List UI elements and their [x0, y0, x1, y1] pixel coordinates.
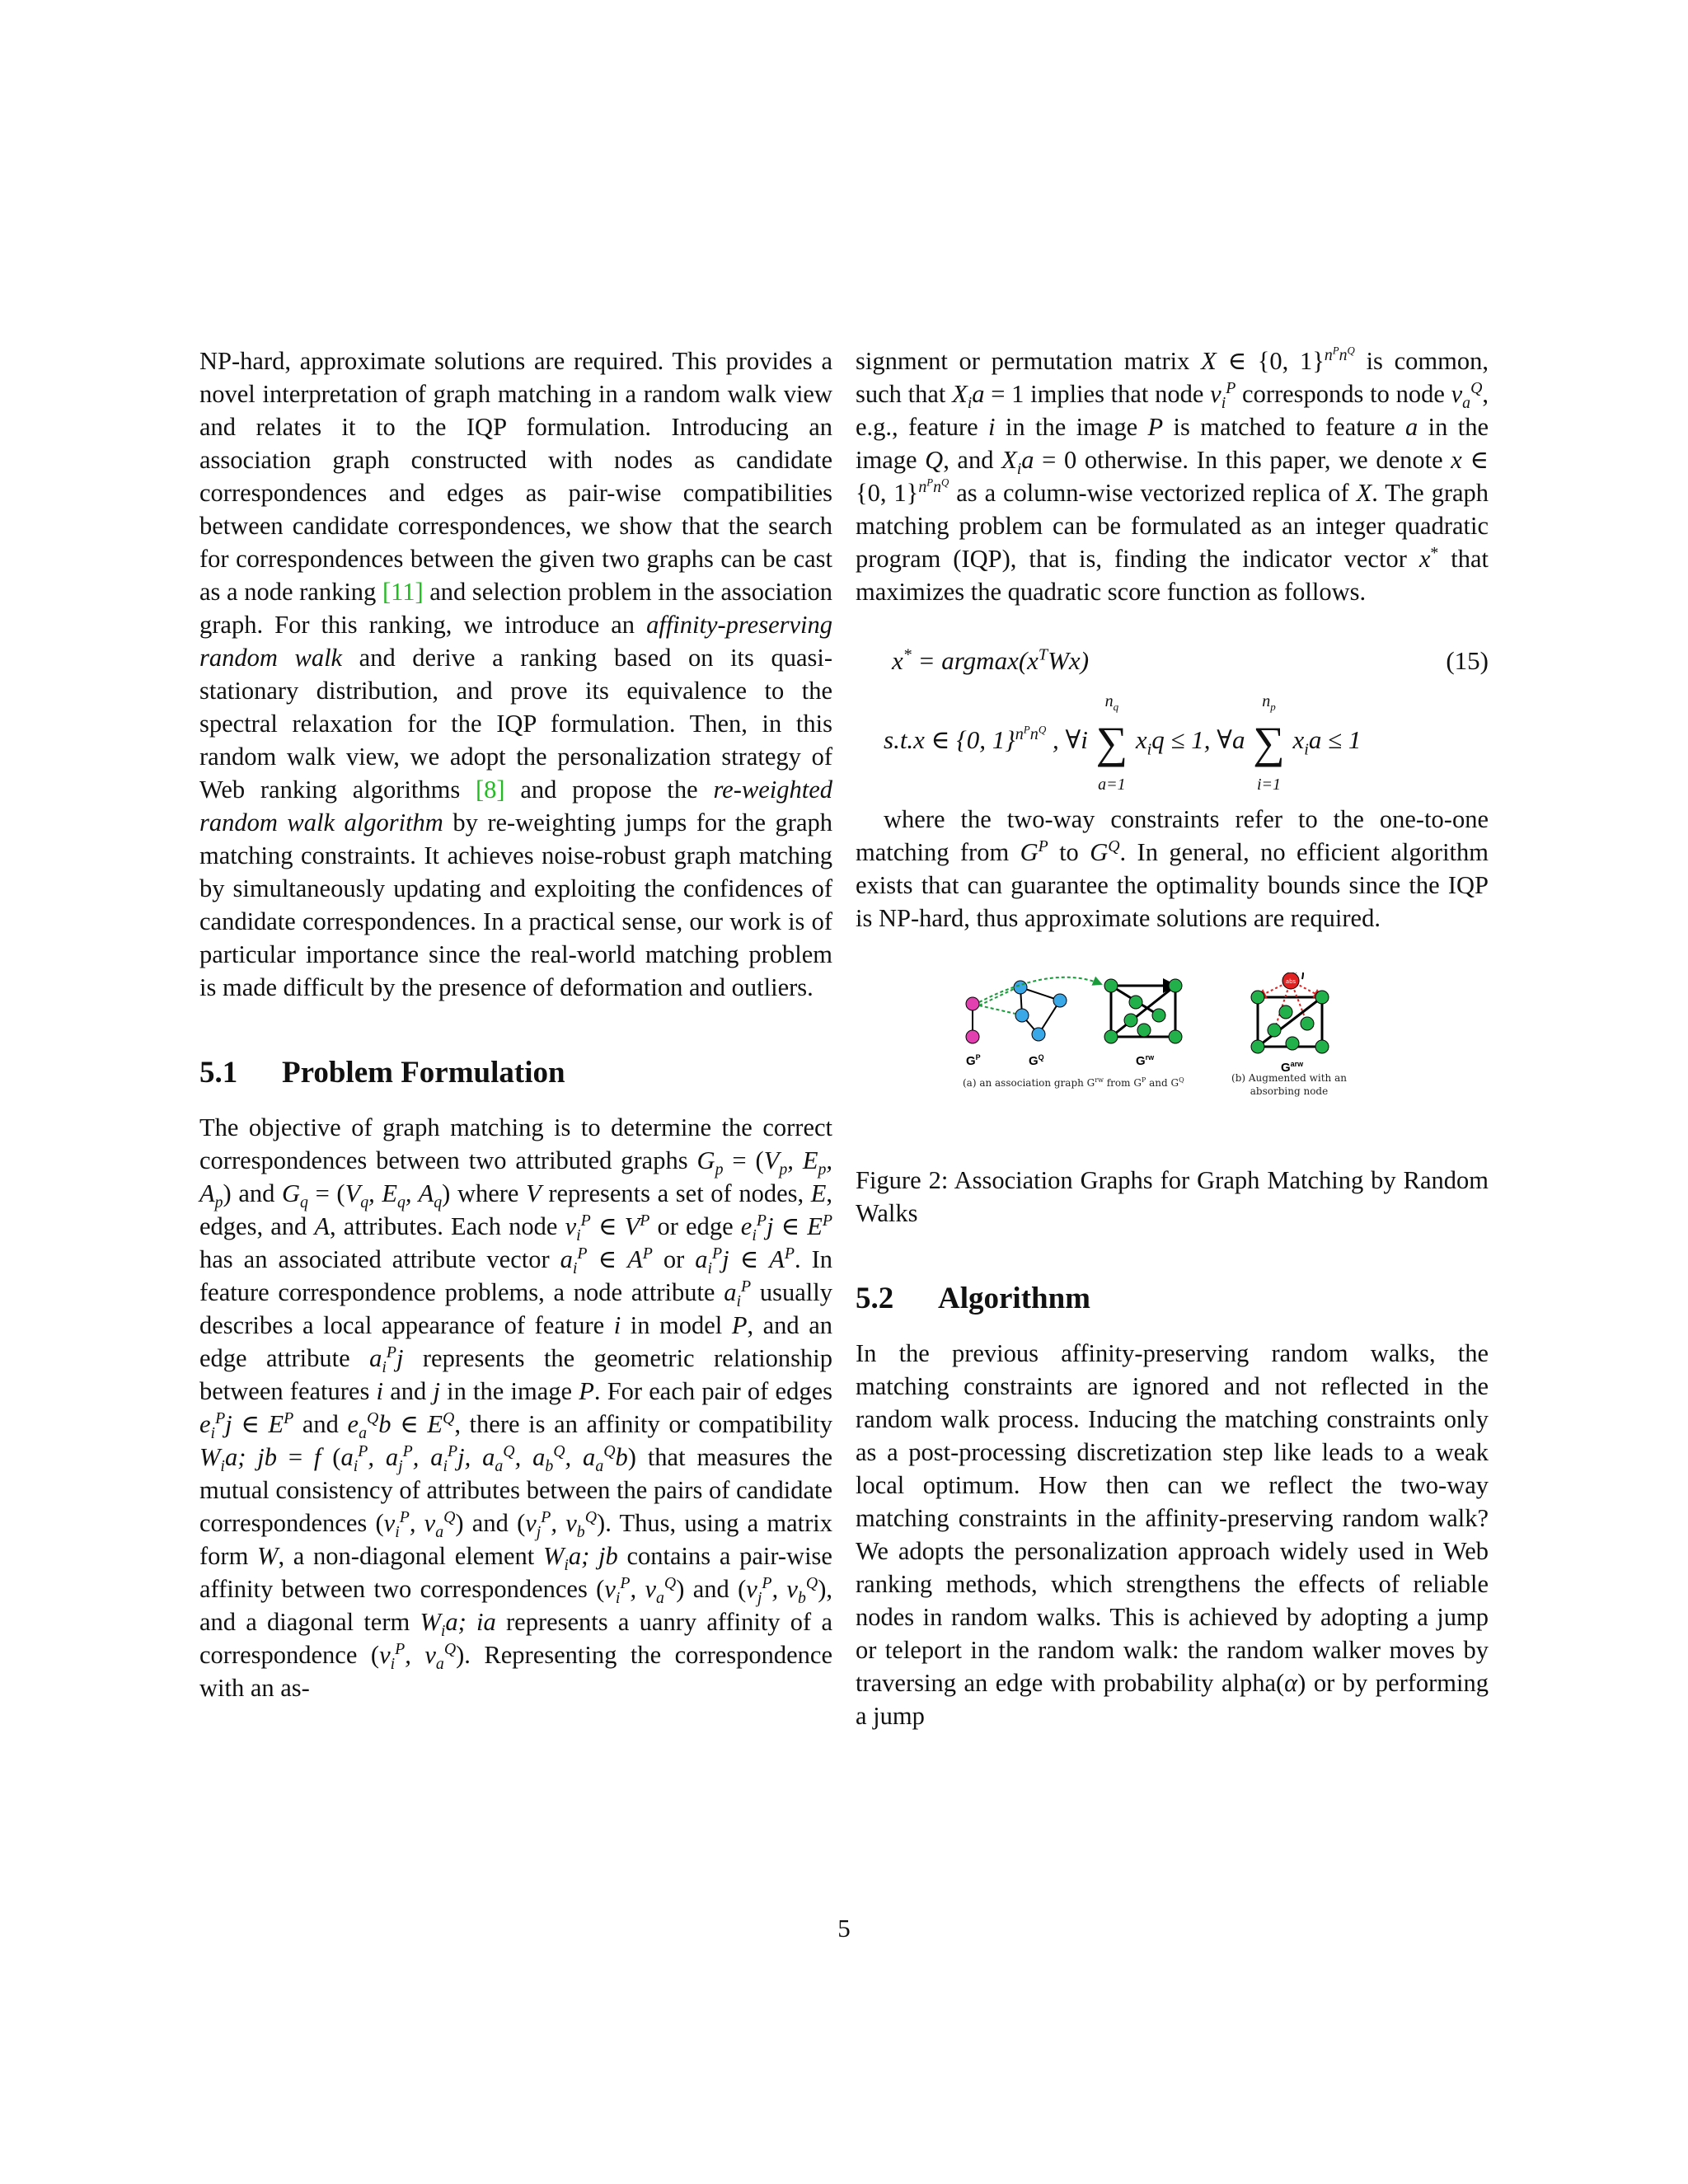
right-column	[856, 344, 1489, 1732]
assignment-paragraph: signment or permutation matrix X ∈ {0, 1}$^{n^Pn^Q}$ is common, such that $X_ia = 1$ implies that node $v_i^P$ corresponds to node $v_a^Q$, e.g., feature i in the image P is matched to feature a in the image Q, and $X_ia = 0$ otherwise. In this paper, we denote x ∈ {0, 1}$^{n^Pn^Q}$ as a column-wise vectorized replica of X. The graph matching problem can be formulated as an integer quadratic program (IQP), that is, finding the indicator vector x* that maximizes the quadratic score function as follows.	[856, 344, 1489, 606]
label-garw: $G^{arw}$	[1281, 1060, 1304, 1075]
graph-grw	[1104, 979, 1182, 1043]
constraints-paragraph: where the two-way constraints refer to the one-to-one matching from $G^P$ to $G^Q$. In general, no efficient algorithm exists that can guarantee the optimality bounds since the IQP is NP-hard, thus approximate solutions are required.	[856, 805, 1489, 932]
subcaption-a: (a) an association graph $G^{rw}$ from $G^P$ and $G^Q$	[963, 1076, 1184, 1089]
figure-caption: Figure 2: Association Graphs for Graph Matching by Random Walks	[856, 1166, 1489, 1227]
intro-paragraph: NP-hard, approximate solutions are required. This provides a novel interpretation of graph matching in a random walk view and relates it to the IQP formulation. Introducing an association graph constructed with nodes as candidate correspondences and edges as pair-wise compatibilities between candidate correspondences, we show that the search for correspondences between the given two graphs can be cast as a node ranking [11] and selection problem in the association graph. For this ranking, we introduce an affinity-preserving random walk and derive a ranking based on its quasi-stationary distribution, and prove its equivalence to the spectral relaxation for the IQP formulation. Then, in this random walk view, we adopt the personalization strategy of Web ranking algorithms [8] and propose the re-weighted random walk algorithm by re-weighting jumps for the graph matching constraints. It achieves noise-robust graph matching by simultaneously updating and exploiting the confidences of candidate correspondences. In a practical sense, our work is of particular importance since the real-world matching problem is made difficult by the presence of deformation and outliers.	[199, 347, 833, 1001]
equation-objective: $x^* = argmax(x^TWx)$	[892, 645, 1090, 675]
equation-number: (15)	[1446, 646, 1489, 675]
section-heading-5-1: 5.1 Problem Formulation	[199, 1056, 565, 1090]
figure-2	[856, 972, 1489, 1121]
graph-gp	[966, 997, 979, 1043]
subcaption-b-line2: absorbing node	[1250, 1085, 1329, 1097]
subcaption-b-line1: (b) Augmented with an	[1231, 1072, 1347, 1084]
label-gq: $G^Q$	[1029, 1053, 1044, 1068]
left-column	[199, 344, 832, 1704]
label-grw: $G^{rw}$	[1136, 1053, 1155, 1068]
section-heading-5-2: 5.2 Algorithnm	[856, 1282, 1090, 1315]
association-graph-figure	[963, 972, 1391, 1121]
graph-gq	[1014, 981, 1067, 1041]
label-gp: $G^P$	[966, 1053, 981, 1068]
graph-garw	[1251, 972, 1329, 1053]
citation-8[interactable]: [8]	[476, 776, 505, 804]
citation-11[interactable]: [11]	[382, 578, 424, 606]
equation-constraints: s.t.x ∈ {0, 1}$^{n^Pn^Q}$ , ∀i $n_q$ ∑ a=1 $x_iq \le 1$, ∀a $n_p$ ∑ i=1 $x_ia \le 1$	[884, 692, 1362, 794]
page-number: 5	[837, 1914, 851, 1943]
absorbing-node-label: abs	[1285, 978, 1296, 985]
equation-15	[856, 646, 1489, 803]
algorithm-paragraph: In the previous affinity-preserving random walks, the matching constraints are ignored and not reflected in the random walk process. Inducing the matching constraints only as a post-processing discretization step like leads to a weak local optimum. How then can we reflect the two-way matching constraints in the affinity-preserving random walk? We adopts the personalization approach widely used in Web ranking methods, which strengthens the effects of reliable nodes in random walks. This is achieved by adopting a jump or teleport in the random walk: the random walker moves by traversing an edge with probability alpha(α) or by performing a jump	[856, 1339, 1489, 1730]
formulation-paragraph: The objective of graph matching is to determine the correct correspondences between two attributed graphs $G_p = (V_p$, $E_p$, $A_p$) and $G_q = (V_q$, $E_q$, $A_q$) where V represents a set of nodes, E, edges, and A, attributes. Each node $v_i^P$ ∈ $V^P$ or edge $e_i^Pj$ ∈ $E^P$ has an associated attribute vector $a_i^P$ ∈ $A^P$ or $a_i^Pj$ ∈ $A^P$. In feature correspondence problems, a node attribute $a_i^P$ usually describes a local appearance of feature i in model P, and an edge attribute $a_i^Pj$ represents the geometric relationship between features i and j in the image P. For each pair of edges $e_i^Pj$ ∈ $E^P$ and $e_a^Qb$ ∈ $E^Q$, there is an affinity or compatibility $W_ia$; jb = f ($a_i^P$, $a_j^P$, $a_i^Pj$, $a_a^Q$, $a_b^Q$, $a_a^Qb$) that measures the mutual consistency of attributes between the pairs of candidate correspondences ($v_i^P$, $v_a^Q$) and ($v_j^P$, $v_b^Q$). Thus, using a matrix form W, a non-diagonal element $W_ia$; jb contains a pair-wise affinity between two correspondences ($v_i^P$, $v_a^Q$) and ($v_j^P$, $v_b^Q$), and a diagonal term $W_ia$; ia represents a uanry affinity of a correspondence ($v_i^P$, $v_a^Q$). Representing the correspondence with an as-	[199, 1113, 833, 1702]
